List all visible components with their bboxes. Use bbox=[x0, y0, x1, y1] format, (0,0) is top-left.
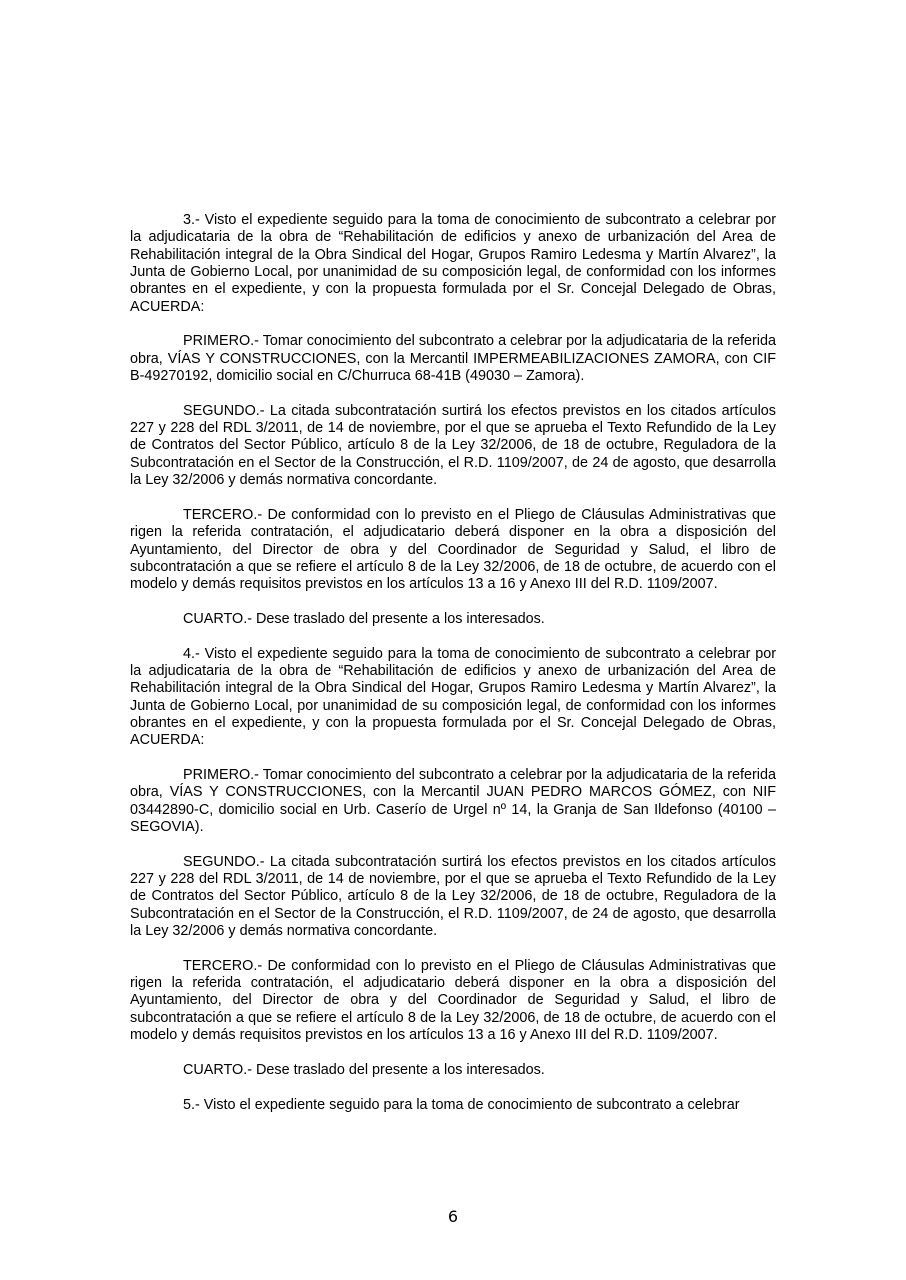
paragraph-item-3-intro: 3.- Visto el expediente seguido para la toma de conocimiento de subcontrato a celebrar por la adjudicataria de la obra de “Rehabilitación de edificios y anexo de urbanización del Area de Rehabilitación integral de la Obra Sindical del Hogar, Grupos Ramiro Ledesma y Martín Alvarez”, la Junta de Gobierno Local, por unanimidad de su composición legal, de conformidad con los informes obrantes en el expediente, y con la propuesta formulada por el Sr. Concejal Delegado de Obras, ACUERDA: bbox=[130, 212, 776, 315]
paragraph-item-3-segundo: SEGUNDO.- La citada subcontratación surtirá los efectos previstos en los citados artículos 227 y 228 del RDL 3/2011, de 14 de noviembre, por el que se aprueba el Texto Refundido de la Ley de Contratos del Sector Público, artículo 8 de la Ley 32/2006, de 18 de octubre, Reguladora de la Subcontratación en el Sector de la Construcción, el R.D. 1109/2007, de 24 de agosto, que desarrolla la Ley 32/2006 y demás normativa concordante. bbox=[130, 402, 776, 489]
paragraph-item-4-intro: 4.- Visto el expediente seguido para la toma de conocimiento de subcontrato a celebrar por la adjudicataria de la obra de “Rehabilitación de edificios y anexo de urbanización del Area de Rehabilitación integral de la Obra Sindical del Hogar, Grupos Ramiro Ledesma y Martín Alvarez”, la Junta de Gobierno Local, por unanimidad de su composición legal, de conformidad con los informes obrantes en el expediente, y con la propuesta formulada por el Sr. Concejal Delegado de Obras, ACUERDA: bbox=[130, 645, 776, 749]
document-body bbox=[130, 212, 776, 1131]
paragraph-item-3-tercero: TERCERO.- De conformidad con lo previsto en el Pliego de Cláusulas Administrativas que rigen la referida contratación, el adjudicatario deberá disponer en la obra a disposición del Ayuntamiento, del Director de obra y del Coordinador de Seguridad y Salud, el libro de subcontratación a que se refiere el artículo 8 de la Ley 32/2006, de 18 de octubre, de acuerdo con el modelo y demás requisitos previstos en los artículos 13 a 16 y Anexo III del R.D. 1109/2007. bbox=[130, 506, 776, 593]
page-number: 6 bbox=[447, 1207, 459, 1226]
paragraph-item-3-cuarto: CUARTO.- Dese traslado del presente a los interesados. bbox=[183, 610, 545, 627]
paragraph-item-4-primero: PRIMERO.- Tomar conocimiento del subcontrato a celebrar por la adjudicataria de la referida obra, VÍAS Y CONSTRUCCIONES, con la Mercantil JUAN PEDRO MARCOS GÓMEZ, con NIF 03442890-C, domicilio social en Urb. Caserío de Urgel nº 14, la Granja de San Ildefonso (40100 – SEGOVIA). bbox=[130, 767, 776, 836]
paragraph-item-5-intro: 5.- Visto el expediente seguido para la toma de conocimiento de subcontrato a celebrar bbox=[183, 1096, 740, 1113]
paragraph-item-4-segundo: SEGUNDO.- La citada subcontratación surtirá los efectos previstos en los citados artículos 227 y 228 del RDL 3/2011, de 14 de noviembre, por el que se aprueba el Texto Refundido de la Ley de Contratos del Sector Público, artículo 8 de la Ley 32/2006, de 18 de octubre, Reguladora de la Subcontratación en el Sector de la Construcción, el R.D. 1109/2007, de 24 de agosto, que desarrolla la Ley 32/2006 y demás normativa concordante. bbox=[130, 853, 776, 940]
paragraph-item-4-cuarto: CUARTO.- Dese traslado del presente a los interesados. bbox=[183, 1061, 545, 1078]
paragraph-item-3-primero: PRIMERO.- Tomar conocimiento del subcontrato a celebrar por la adjudicataria de la referida obra, VÍAS Y CONSTRUCCIONES, con la Mercantil IMPERMEABILIZACIONES ZAMORA, con CIF B-49270192, domicilio social en C/Churruca 68-41B (49030 – Zamora). bbox=[130, 333, 776, 385]
paragraph-item-4-tercero: TERCERO.- De conformidad con lo previsto en el Pliego de Cláusulas Administrativas que rigen la referida contratación, el adjudicatario deberá disponer en la obra a disposición del Ayuntamiento, del Director de obra y del Coordinador de Seguridad y Salud, el libro de subcontratación a que se refiere el artículo 8 de la Ley 32/2006, de 18 de octubre, de acuerdo con el modelo y demás requisitos previstos en los artículos 13 a 16 y Anexo III del R.D. 1109/2007. bbox=[130, 957, 776, 1044]
